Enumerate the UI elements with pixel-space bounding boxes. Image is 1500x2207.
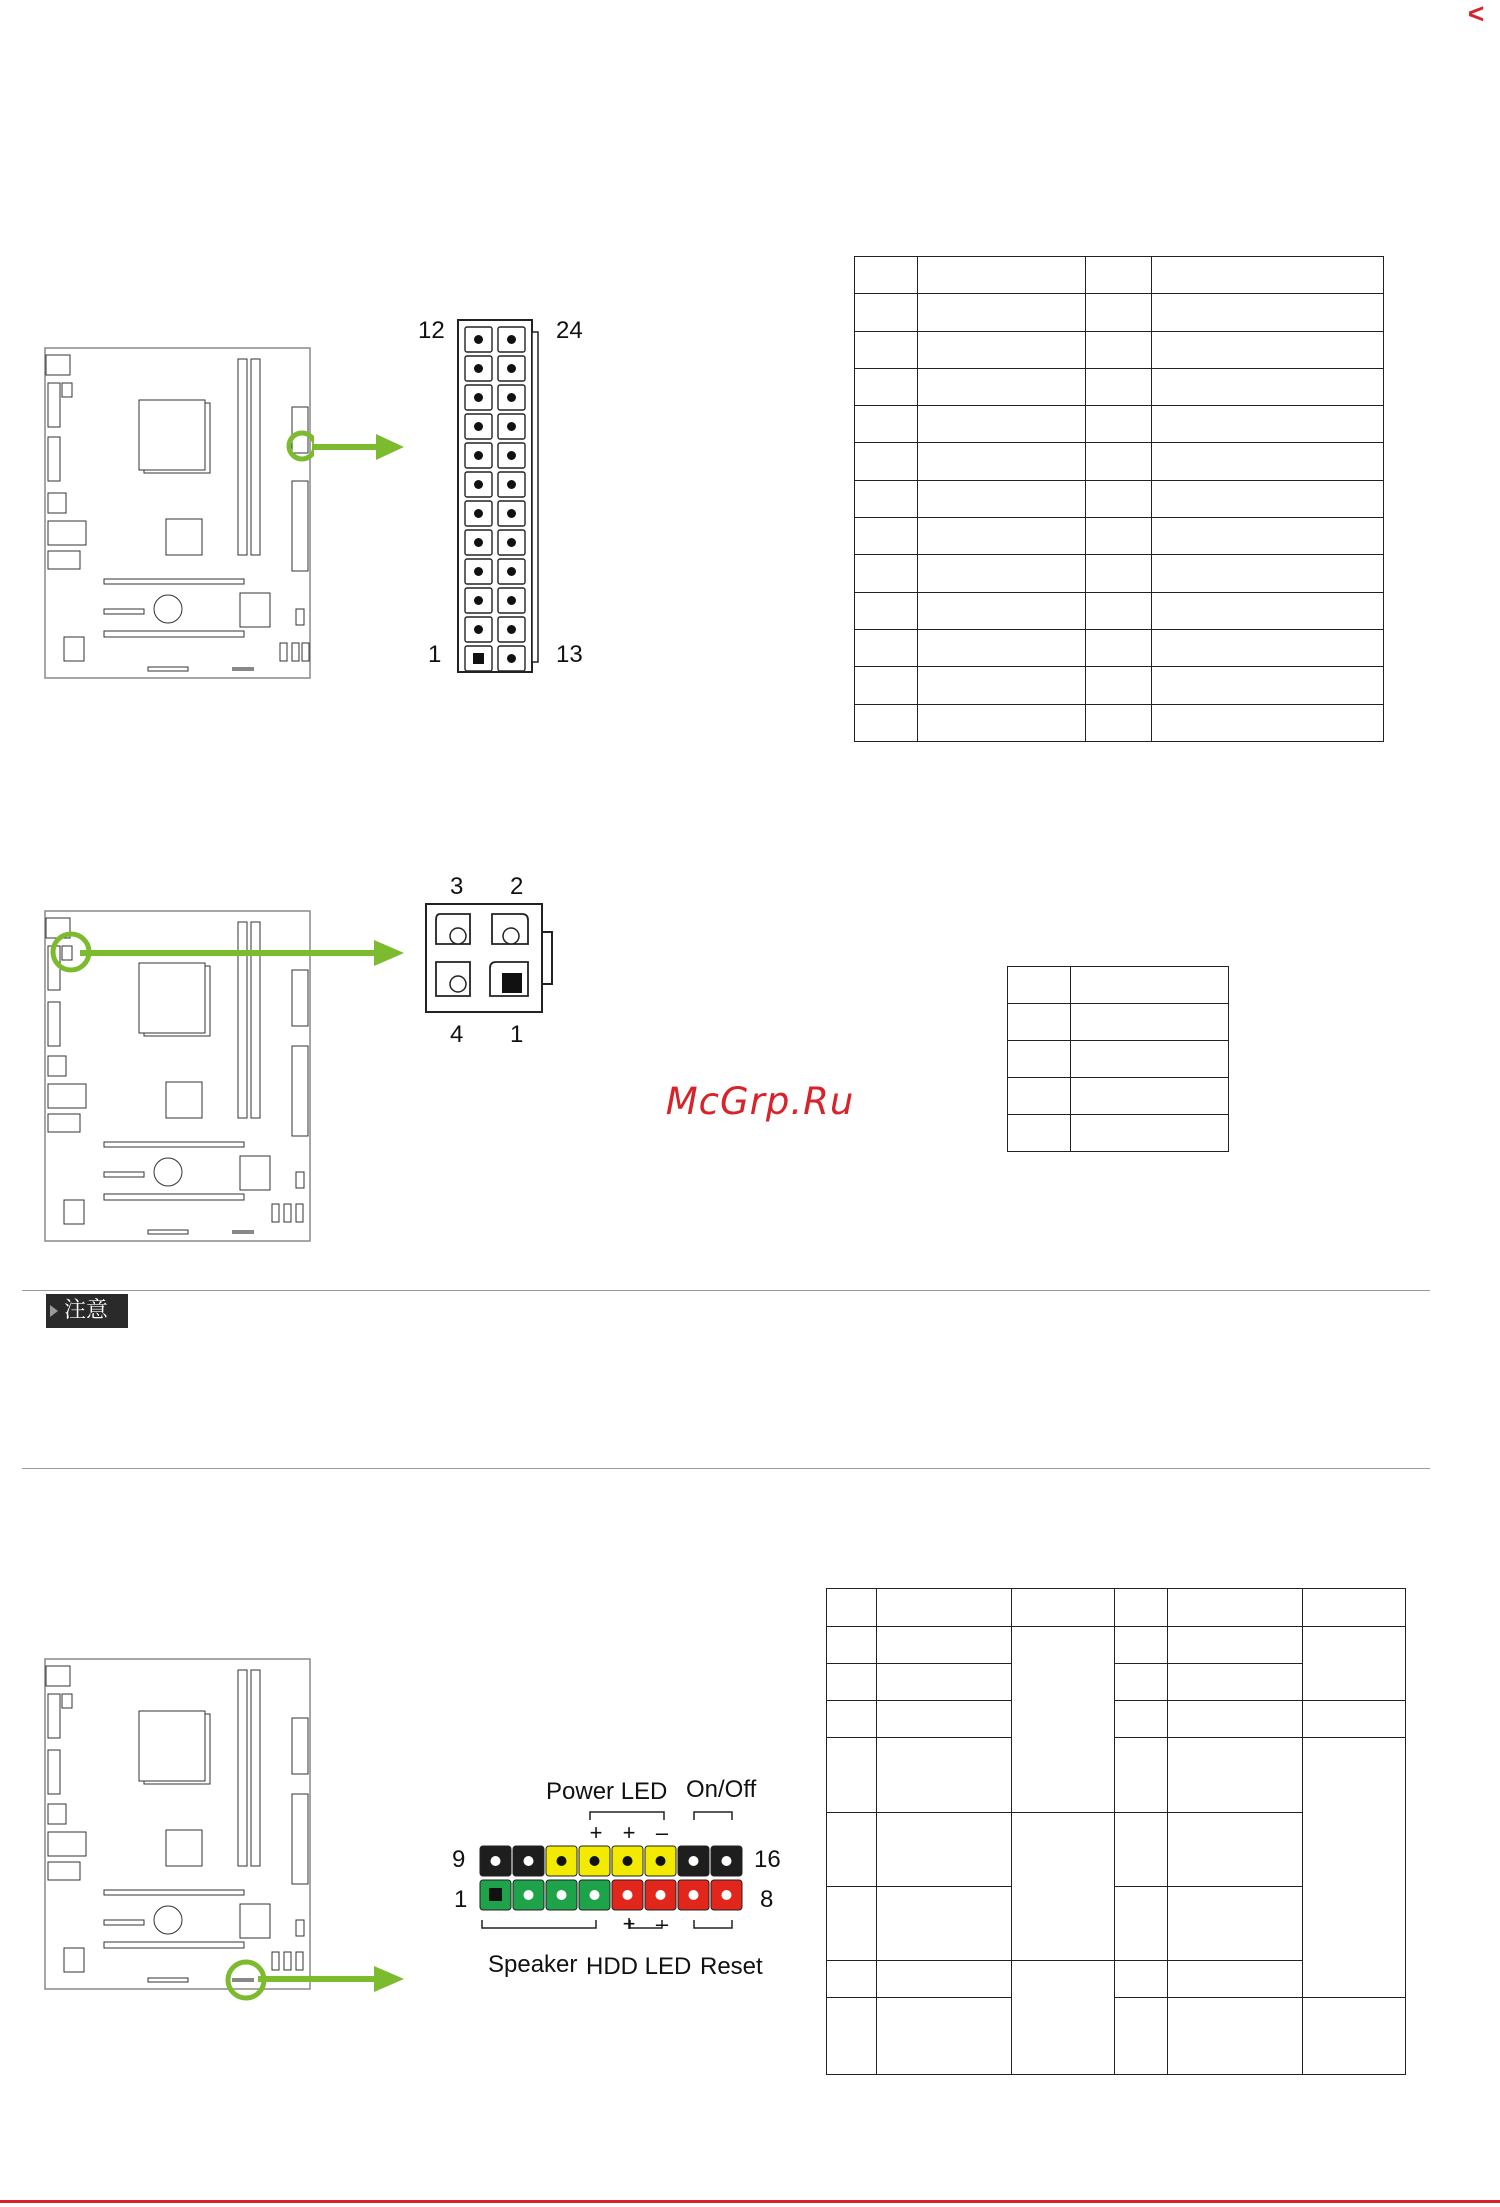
table-cell: [1167, 1664, 1303, 1701]
polarity-sign: –: [655, 1820, 669, 1845]
table-cell: [855, 555, 918, 592]
pin-dot: [590, 1856, 600, 1866]
pin-dot: [474, 625, 483, 634]
table-cell: [1167, 1589, 1303, 1627]
table-cell: [917, 368, 1085, 405]
table-cell: [1086, 406, 1152, 443]
table-cell: [1151, 518, 1383, 555]
table-cell: [855, 704, 918, 741]
table-cell: [1151, 704, 1383, 741]
table-cell: [876, 1887, 1012, 1961]
arrow-right-icon: [80, 938, 406, 968]
table-cell: [1070, 1115, 1228, 1152]
table-cell: [876, 1998, 1012, 2075]
table-cell: [876, 1589, 1012, 1627]
table-cell: [876, 1664, 1012, 1701]
table-cell: [1167, 1961, 1303, 1998]
table-cell: [1086, 294, 1152, 331]
pin-dot: [557, 1890, 567, 1900]
table-cell: [1008, 1004, 1071, 1041]
atx24-connector-diagram: [456, 318, 540, 676]
atx4-connector-diagram: [424, 902, 554, 1016]
table-cell: [1086, 257, 1152, 294]
table-cell: [917, 667, 1085, 704]
pin-square-marker: [489, 1888, 502, 1901]
table-cell: [855, 518, 918, 555]
table-cell: [917, 331, 1085, 368]
polarity-sign: +: [622, 1820, 636, 1845]
polarity-sign: +: [622, 1911, 636, 1936]
table-cell: [1114, 1998, 1167, 2075]
table-cell: [917, 406, 1085, 443]
table-cell: [1167, 1738, 1303, 1813]
pin-label-4: 4: [450, 1021, 464, 1048]
table-cell: [1114, 1589, 1167, 1627]
speaker-label: Speaker: [488, 1951, 578, 1978]
table-cell: [1086, 629, 1152, 666]
pin-dot: [474, 567, 483, 576]
pin-dot: [689, 1890, 699, 1900]
arrow-right-icon: [312, 432, 406, 462]
pin-dot: [507, 596, 516, 605]
divider-line: [22, 1290, 1430, 1291]
table-cell: [1303, 1998, 1406, 2075]
pin-label-16: 16: [754, 1846, 781, 1873]
table-cell: [1114, 1887, 1167, 1961]
footer-rule: [0, 2200, 1500, 2203]
table-cell: [876, 1813, 1012, 1887]
table-cell: [855, 406, 918, 443]
note-badge: [46, 1294, 128, 1328]
table-cell: [876, 1701, 1012, 1738]
table-cell: [1151, 406, 1383, 443]
pin-label-1: 1: [454, 1886, 468, 1913]
table-cell: [1012, 1589, 1115, 1627]
table-cell: [917, 704, 1085, 741]
pin-dot: [722, 1856, 732, 1866]
table-cell: [855, 629, 918, 666]
table-cell: [1114, 1813, 1167, 1887]
table-cell: [827, 1627, 877, 1664]
table-cell: [1151, 480, 1383, 517]
pin-label-9: 9: [452, 1846, 466, 1873]
pin-dot: [507, 567, 516, 576]
reset-label: Reset: [700, 1953, 763, 1980]
table-cell: [1086, 331, 1152, 368]
table-cell: [1086, 667, 1152, 704]
pin-dot: [623, 1856, 633, 1866]
table-cell: [827, 1961, 877, 1998]
pin-dot: [507, 451, 516, 460]
motherboard-diagram-front-panel: [44, 1658, 314, 2006]
table-cell: [855, 294, 918, 331]
pin-dot: [474, 335, 483, 344]
pin-label-12: 12: [418, 317, 445, 344]
table-cell: [1114, 1701, 1167, 1738]
table-cell: [1008, 1078, 1071, 1115]
table-cell: [1070, 1004, 1228, 1041]
pin-dot: [507, 538, 516, 547]
table-cell: [855, 368, 918, 405]
pin-dot: [507, 335, 516, 344]
table-cell: [1070, 967, 1228, 1004]
table-cell: [1086, 704, 1152, 741]
pin-dot: [524, 1856, 534, 1866]
arrow-right-icon: [258, 1964, 406, 1994]
pin-dot: [623, 1890, 633, 1900]
table-cell: [1086, 592, 1152, 629]
table-cell: [1086, 368, 1152, 405]
pin-dot: [507, 393, 516, 402]
triangle-icon: [50, 1305, 58, 1317]
table-cell: [1167, 1887, 1303, 1961]
pin-label-2: 2: [510, 873, 524, 900]
pin-dot: [474, 364, 483, 373]
table-cell: [876, 1961, 1012, 1998]
pin-dot: [557, 1856, 567, 1866]
table-cell: [827, 1998, 877, 2075]
pin-dot: [474, 509, 483, 518]
table-cell: [1008, 1041, 1071, 1078]
table-cell: [917, 592, 1085, 629]
table-cell: [917, 294, 1085, 331]
pin-dot: [590, 1890, 600, 1900]
pin-dot: [474, 451, 483, 460]
table-cell: [1151, 331, 1383, 368]
table-cell: [827, 1887, 877, 1961]
table-cell: [827, 1664, 877, 1701]
pin-dot: [507, 422, 516, 431]
table-cell: [1167, 1998, 1303, 2075]
table-cell: [855, 667, 918, 704]
table-cell: [917, 443, 1085, 480]
table-cell: [1008, 1115, 1071, 1152]
pin-dot: [689, 1856, 699, 1866]
table-cell: [1086, 480, 1152, 517]
table-cell: [876, 1627, 1012, 1664]
polarity-sign: –: [655, 1911, 669, 1936]
pin-dot: [507, 364, 516, 373]
table-cell: [1303, 1589, 1406, 1627]
table-cell: [1167, 1701, 1303, 1738]
power-led-label: Power LED: [546, 1778, 668, 1805]
table-cell: [855, 331, 918, 368]
front-panel-connector-diagram: [476, 1808, 754, 1958]
table-cell: [1012, 1961, 1115, 2075]
table-cell: [1303, 1701, 1406, 1738]
back-arrow-icon[interactable]: <: [1467, 0, 1485, 29]
table-cell: [1086, 555, 1152, 592]
pin-label-13: 13: [556, 641, 583, 668]
pin-dot: [507, 509, 516, 518]
table-cell: [1012, 1813, 1115, 1961]
connector-latch: [532, 332, 538, 662]
table-cell: [1167, 1813, 1303, 1887]
hdd-led-label: HDD LED: [586, 1953, 692, 1980]
table-cell: [1151, 294, 1383, 331]
table-cell: [1151, 257, 1383, 294]
table-cell: [1151, 629, 1383, 666]
table-cell: [917, 257, 1085, 294]
table-cell: [1151, 555, 1383, 592]
table-cell: [1151, 592, 1383, 629]
table-cell: [1167, 1627, 1303, 1664]
table-cell: [1086, 443, 1152, 480]
table-cell: [1114, 1664, 1167, 1701]
table-cell: [917, 480, 1085, 517]
pin-dot: [491, 1856, 501, 1866]
pin-dot: [524, 1890, 534, 1900]
table-cell: [1151, 443, 1383, 480]
table-cell: [855, 257, 918, 294]
table-cell: [855, 592, 918, 629]
pin-dot: [656, 1856, 666, 1866]
pin-dot: [507, 625, 516, 634]
pin-label-24: 24: [556, 317, 583, 344]
table-cell: [827, 1701, 877, 1738]
pin-dot: [507, 654, 516, 663]
table-cell: [855, 480, 918, 517]
table-cell: [1008, 967, 1071, 1004]
note-label: 注意: [64, 1298, 109, 1323]
pin-label-8: 8: [760, 1886, 774, 1913]
table-cell: [876, 1738, 1012, 1813]
pin-dot: [656, 1890, 666, 1900]
table-cell: [1303, 1627, 1406, 1701]
motherboard-diagram-atx24: [44, 347, 314, 684]
pin-dot: [474, 596, 483, 605]
pin-dot: [507, 480, 516, 489]
table-cell: [917, 518, 1085, 555]
pin-dot: [474, 480, 483, 489]
pin-label-1: 1: [510, 1021, 524, 1048]
table-cell: [827, 1738, 877, 1813]
pin-dot: [474, 393, 483, 402]
table-cell: [1086, 518, 1152, 555]
divider-line: [22, 1468, 1430, 1469]
pin-label-1: 1: [428, 641, 442, 668]
pin-dot: [722, 1890, 732, 1900]
polarity-sign: +: [589, 1820, 603, 1845]
table-cell: [855, 443, 918, 480]
pin-square-marker: [473, 653, 484, 664]
atx4-pin-table: [1007, 966, 1229, 1152]
pin-dot: [474, 538, 483, 547]
watermark: McGrp.Ru: [665, 1080, 855, 1123]
table-cell: [917, 629, 1085, 666]
table-cell: [1114, 1961, 1167, 1998]
table-cell: [827, 1813, 877, 1887]
table-cell: [827, 1589, 877, 1627]
front-panel-pin-table: [826, 1588, 1406, 2075]
atx24-pin-table: [854, 256, 1384, 742]
table-cell: [1070, 1078, 1228, 1115]
pin-label-3: 3: [450, 873, 464, 900]
on-off-label: On/Off: [686, 1776, 757, 1803]
table-cell: [1012, 1627, 1115, 1813]
table-cell: [1151, 667, 1383, 704]
pin-dot: [474, 422, 483, 431]
table-cell: [1151, 368, 1383, 405]
table-cell: [1114, 1738, 1167, 1813]
table-cell: [1070, 1041, 1228, 1078]
table-cell: [917, 555, 1085, 592]
table-cell: [1303, 1738, 1406, 1998]
table-cell: [1114, 1627, 1167, 1664]
